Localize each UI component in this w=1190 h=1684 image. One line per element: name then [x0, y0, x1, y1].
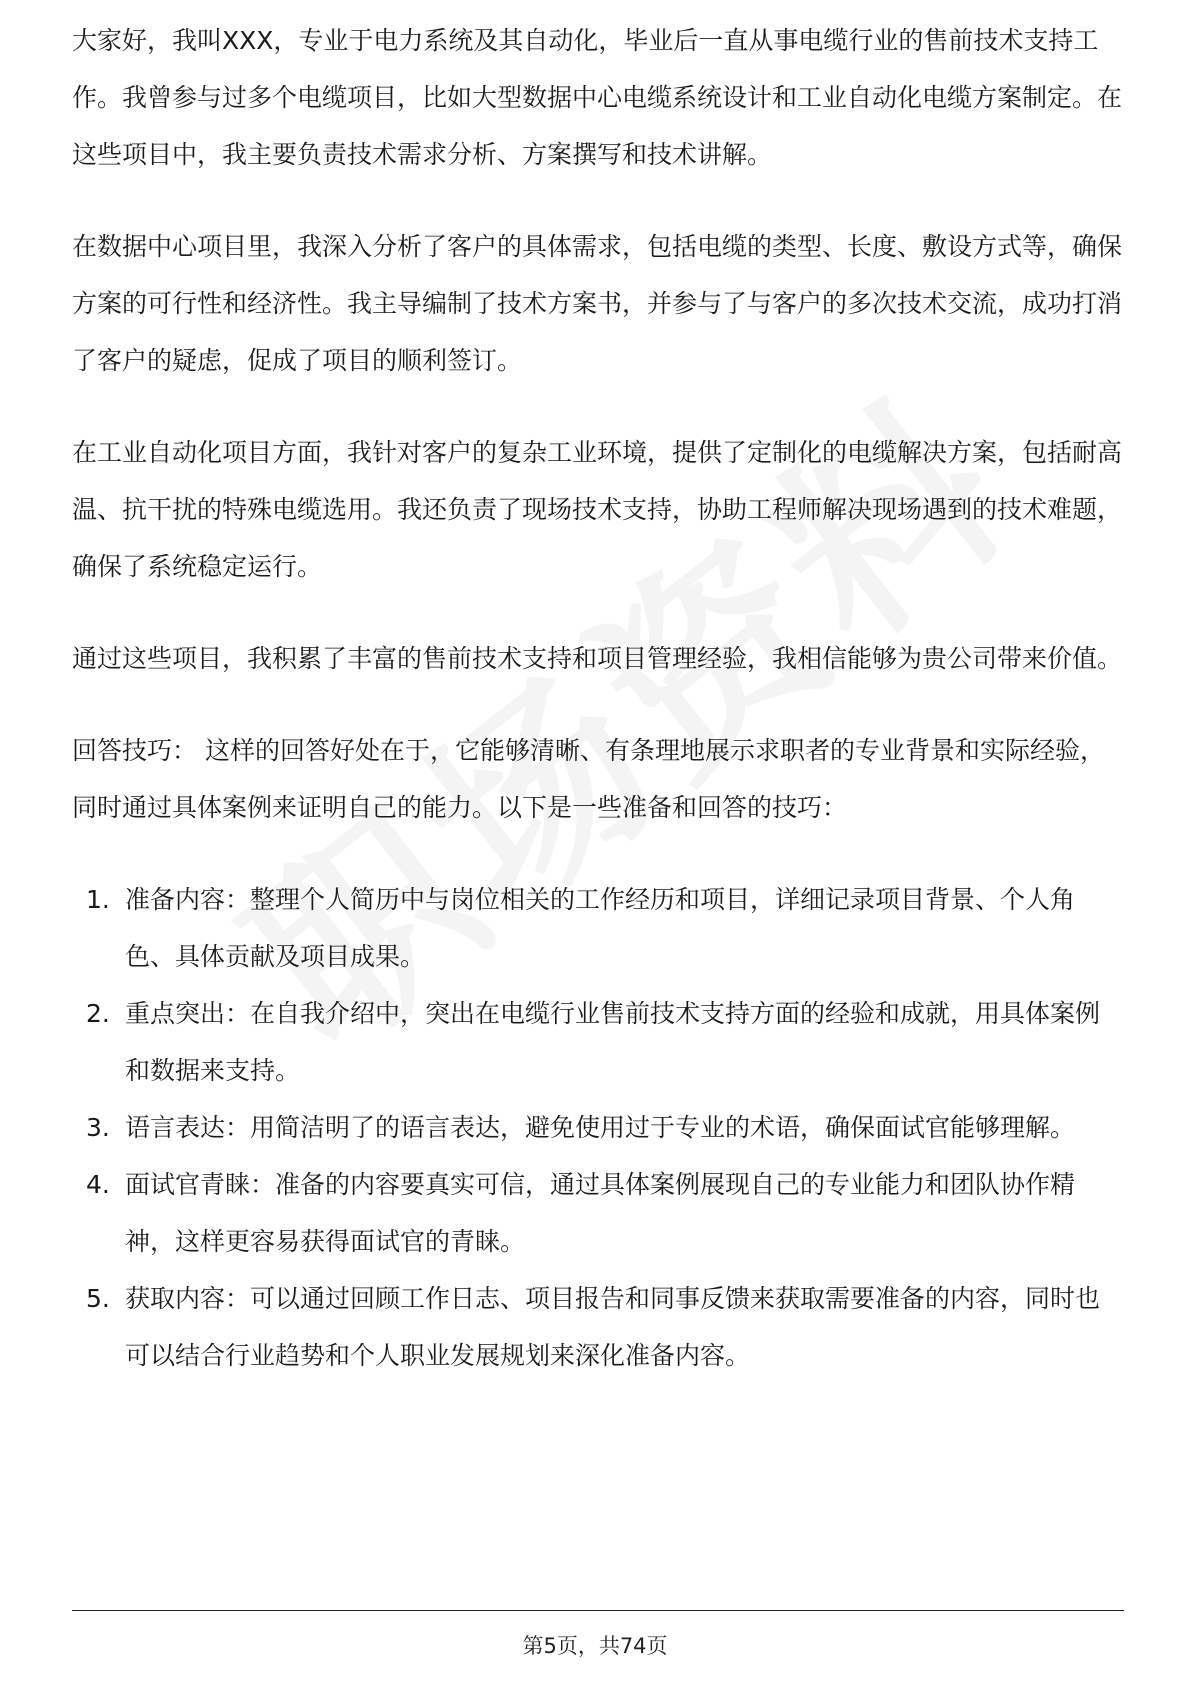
page-number: 第5页，共74页	[522, 1634, 668, 1658]
list-item-number: 5.	[86, 1284, 110, 1313]
page-content	[72, 20, 1122, 1384]
list-item-text: 语言表达：用简洁明了的语言表达，避免使用过于专业的术语，确保面试官能够理解。	[125, 1113, 1076, 1142]
list-item-number: 2.	[86, 999, 110, 1028]
list-item	[72, 1270, 1122, 1384]
list-item-number: 3.	[86, 1113, 110, 1142]
list-item	[72, 1099, 1122, 1156]
list-item	[72, 871, 1122, 985]
list-item	[72, 985, 1122, 1099]
list-item-text: 重点突出：在自我介绍中，突出在电缆行业售前技术支持方面的经验和成就，用具体案例和数据来支持。	[125, 999, 1101, 1085]
tips-list	[72, 871, 1122, 1384]
list-item-number: 1.	[86, 885, 110, 914]
list-item-number: 4.	[86, 1170, 110, 1199]
list-item-text: 准备内容：整理个人简历中与岗位相关的工作经历和项目，详细记录项目背景、个人角色、具体贡献及项目成果。	[125, 885, 1076, 971]
list-item-text: 面试官青睐：准备的内容要真实可信，通过具体案例展现自己的专业能力和团队协作精神，这样更容易获得面试官的青睐。	[125, 1170, 1076, 1256]
paragraph-intro: 大家好，我叫XXX，专业于电力系统及其自动化，毕业后一直从事电缆行业的售前技术支持工作。我曾参与过多个电缆项目，比如大型数据中心电缆系统设计和工业自动化电缆方案制定。在这些项目中，我主要负责技术需求分析、方案撰写和技术讲解。	[72, 26, 1123, 169]
paragraph-data-center: 在数据中心项目里，我深入分析了客户的具体需求，包括电缆的类型、长度、敷设方式等，确保方案的可行性和经济性。我主导编制了技术方案书，并参与了与客户的多次技术交流，成功打消了客户的疑虑，促成了项目的顺利签订。	[72, 232, 1123, 375]
footer-divider	[72, 1610, 1124, 1611]
list-item-text: 获取内容：可以通过回顾工作日志、项目报告和同事反馈来获取需要准备的内容，同时也可以结合行业趋势和个人职业发展规划来深化准备内容。	[125, 1284, 1101, 1370]
paragraph-industrial: 在工业自动化项目方面，我针对客户的复杂工业环境，提供了定制化的电缆解决方案，包括耐高温、抗干扰的特殊电缆选用。我还负责了现场技术支持，协助工程师解决现场遇到的技术难题，确保了系统稳定运行。	[72, 438, 1123, 581]
paragraph-answer-tips: 回答技巧： 这样的回答好处在于，它能够清晰、有条理地展示求职者的专业背景和实际经验，同时通过具体案例来证明自己的能力。以下是一些准备和回答的技巧：	[72, 736, 1105, 822]
list-item	[72, 1156, 1122, 1270]
paragraph-summary: 通过这些项目，我积累了丰富的售前技术支持和项目管理经验，我相信能够为贵公司带来价值。	[72, 644, 1123, 673]
